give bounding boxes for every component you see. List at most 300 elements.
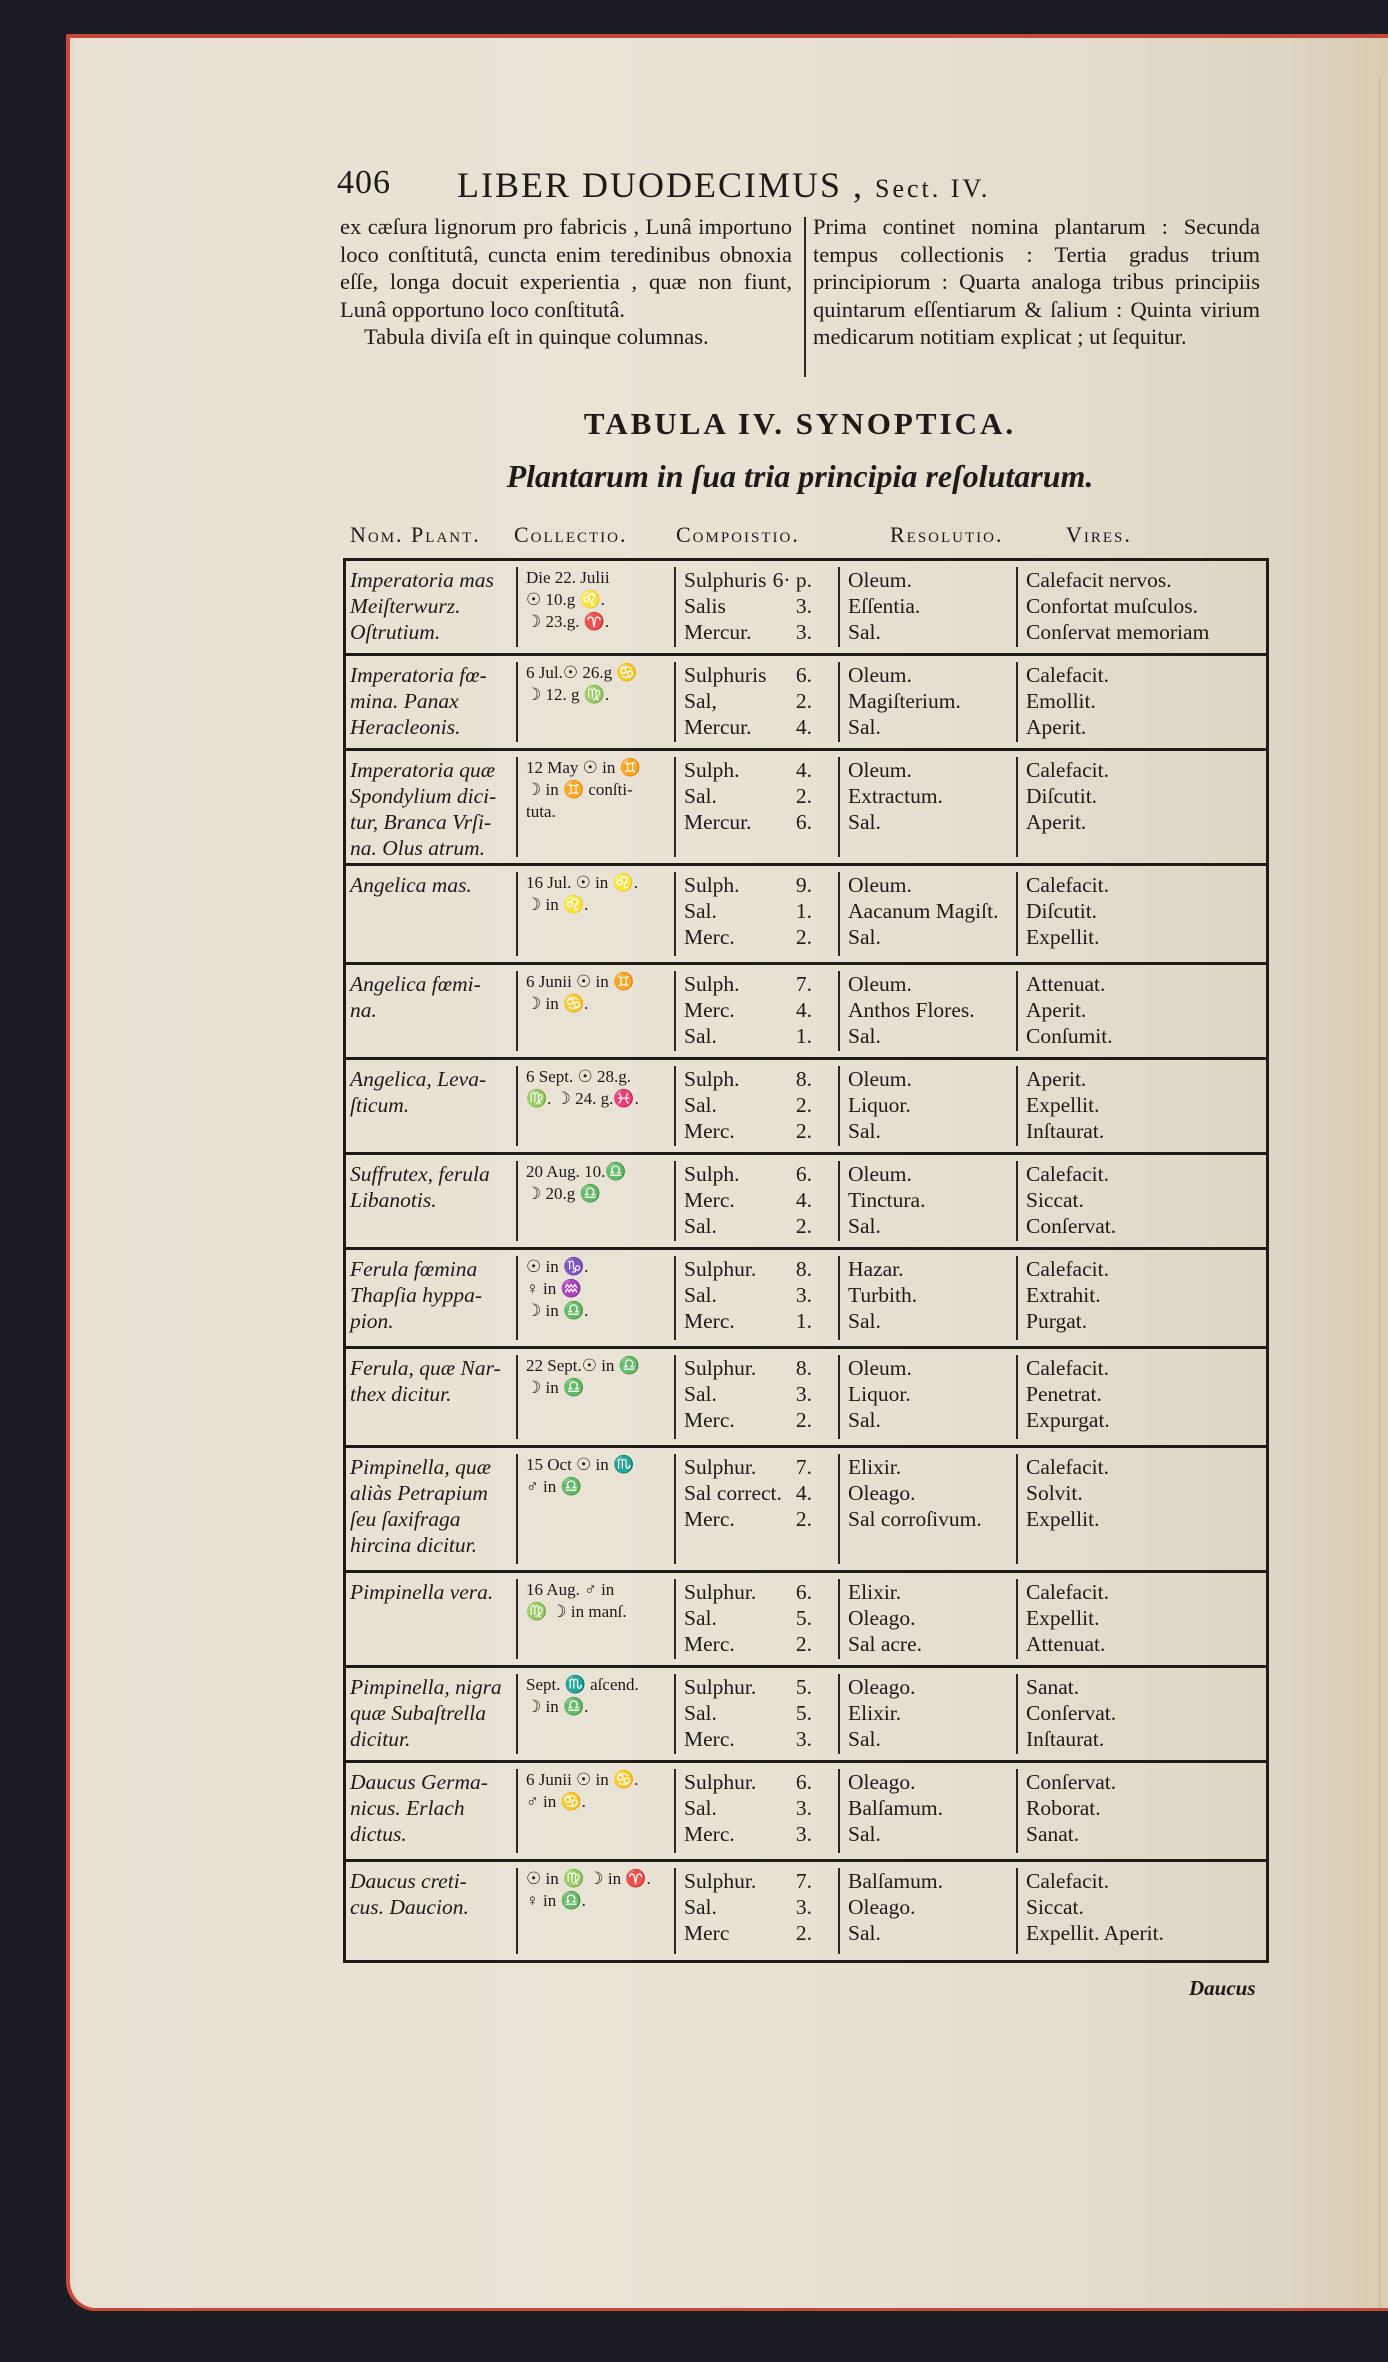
catchword: Daucus [1189, 1976, 1256, 2000]
plant-name-cell-line: nicus. Erlach [350, 1796, 465, 1820]
principle-line [684, 898, 812, 924]
vires-cell-line: Diſcutit. [1026, 784, 1098, 808]
table-row [346, 1057, 1266, 1152]
principle-degree: 3. [795, 594, 812, 618]
table-row [346, 653, 1266, 748]
principle-line [684, 1920, 812, 1946]
plant-name-cell [350, 1868, 520, 1954]
principle-name: Merc. [684, 1119, 735, 1143]
principle-degree: 4. [795, 715, 812, 739]
header-section: Sect. IV. [875, 174, 991, 203]
principle-name: Merc. [684, 1822, 735, 1846]
compositio-cell [674, 1355, 834, 1439]
principle-name: Sal. [684, 1093, 717, 1117]
principle-degree: 2. [795, 689, 812, 713]
column-header-compositio: Compoistio. [676, 522, 800, 547]
plant-name-cell-line: Meiſterwurz. [350, 594, 461, 618]
plant-name-cell [350, 662, 520, 742]
collectio-cell-line: ☽ in ♌. [526, 895, 589, 914]
table-row [346, 1152, 1266, 1247]
resolutio-cell [838, 1579, 1018, 1659]
plant-name-cell-line: Imperatoria mas [350, 568, 494, 592]
resolutio-cell-line: Magiſterium. [848, 689, 961, 713]
plant-name-cell-line: thex dicitur. [350, 1382, 452, 1406]
principle-degree: 6. [795, 663, 812, 687]
compositio-cell [674, 1769, 834, 1853]
collectio-cell-line: ♂ in ♎ [526, 1477, 582, 1496]
plant-name-cell [350, 1579, 520, 1659]
resolutio-cell-line: Oleum. [848, 568, 912, 592]
principle-name: Sal. [684, 1796, 717, 1820]
plant-name-cell-line: na. Olus atrum. [350, 836, 485, 860]
resolutio-cell [838, 971, 1018, 1051]
principle-degree: 3. [795, 1895, 812, 1919]
principle-name: Sal. [684, 1701, 717, 1725]
vires-cell [1016, 971, 1272, 1051]
collectio-cell-line: ☽ 23.g. ♈. [526, 612, 610, 631]
principle-name: Merc. [684, 1408, 735, 1432]
vires-cell [1016, 1066, 1272, 1146]
resolutio-cell-line: Oleago. [848, 1895, 916, 1919]
vires-cell [1016, 1579, 1272, 1659]
compositio-cell [674, 971, 834, 1051]
table-row [346, 962, 1266, 1057]
principle-name: Salis [684, 594, 726, 618]
principle-name: Sulphur. [684, 1869, 757, 1893]
collectio-cell-line: 6 Jul.☉ 26.g ♋ [526, 663, 638, 682]
vires-cell [1016, 1674, 1272, 1754]
collectio-cell [516, 1674, 676, 1754]
resolutio-cell-line: Sal corroſivum. [848, 1507, 982, 1531]
vires-cell [1016, 1161, 1272, 1241]
principle-name: Sulph. [684, 758, 740, 782]
vires-cell-line: Expellit. [1026, 1606, 1100, 1630]
principle-degree: 3. [795, 1283, 812, 1307]
vires-cell-line: Conſervat. [1026, 1214, 1117, 1238]
principle-name: Mercur. [684, 810, 752, 834]
principle-degree: 5. [795, 1701, 812, 1725]
plant-name-cell-line: Imperatoria fœ- [350, 663, 487, 687]
vires-cell [1016, 872, 1272, 956]
principle-degree: 1. [795, 899, 812, 923]
plant-name-cell [350, 757, 520, 860]
principle-name: Sal. [684, 1283, 717, 1307]
principle-degree: 1. [795, 1309, 812, 1333]
page-number: 406 [337, 164, 391, 201]
principle-degree: 2. [795, 784, 812, 808]
resolutio-cell-line: Oleum. [848, 873, 912, 897]
collectio-cell [516, 1066, 676, 1146]
vires-cell [1016, 567, 1272, 647]
principle-degree: 8. [795, 1257, 812, 1281]
compositio-cell [674, 567, 834, 647]
plant-name-cell-line: na. [350, 998, 377, 1022]
plant-name-cell [350, 1454, 520, 1564]
vires-cell-line: Penetrat. [1026, 1382, 1102, 1406]
principle-degree: 4. [795, 1481, 812, 1505]
principle-line [684, 997, 812, 1023]
vires-cell-line: Confortat muſculos. [1026, 594, 1198, 618]
principle-line [684, 662, 812, 688]
principle-degree: 8. [795, 1356, 812, 1380]
collectio-cell [516, 757, 676, 857]
resolutio-cell [838, 1066, 1018, 1146]
principle-line [684, 872, 812, 898]
principle-degree: 2. [795, 1921, 812, 1945]
principle-line [684, 1579, 812, 1605]
collectio-cell [516, 1769, 676, 1853]
principle-line [684, 1868, 812, 1894]
principle-name: Sal, [684, 689, 717, 713]
vires-cell-line: Calefacit. [1026, 1455, 1109, 1479]
principle-name: Sulphur. [684, 1675, 757, 1699]
plant-name-cell-line: Angelica mas. [350, 873, 472, 897]
table-row [346, 1665, 1266, 1760]
resolutio-cell-line: Balſamum. [848, 1869, 943, 1893]
collectio-cell-line: ☉ in ♍ ☽ in ♈. [526, 1869, 651, 1888]
resolutio-cell-line: Sal. [848, 1921, 881, 1945]
vires-cell-line: Siccat. [1026, 1895, 1084, 1919]
vires-cell-line: Calefacit. [1026, 1869, 1109, 1893]
synoptic-table [343, 558, 1269, 1963]
resolutio-cell-line: Sal. [848, 715, 881, 739]
resolutio-cell [838, 1355, 1018, 1439]
table-row [346, 1346, 1266, 1445]
resolutio-cell [838, 872, 1018, 956]
principle-degree: 2. [795, 1632, 812, 1656]
compositio-cell [674, 1256, 834, 1340]
collectio-cell [516, 1579, 676, 1659]
vires-cell-line: Emollit. [1026, 689, 1096, 713]
resolutio-cell-line: Oleago. [848, 1481, 916, 1505]
plant-name-cell-line: aliàs Petrapium [350, 1481, 488, 1505]
principle-line [684, 809, 812, 835]
collectio-cell [516, 971, 676, 1051]
vires-cell [1016, 1355, 1272, 1439]
vires-cell-line: Calefacit nervos. [1026, 568, 1172, 592]
collectio-cell [516, 1256, 676, 1340]
vires-cell-line: Inſtaurat. [1026, 1727, 1105, 1751]
column-divider [804, 217, 806, 377]
principle-line [684, 1381, 812, 1407]
principle-degree: 7. [795, 1869, 812, 1893]
vires-cell-line: Aperit. [1026, 715, 1087, 739]
resolutio-cell-line: Turbith. [848, 1283, 918, 1307]
vires-cell-line: Extrahit. [1026, 1283, 1101, 1307]
principle-name: Mercur. [684, 715, 752, 739]
principle-line [684, 1605, 812, 1631]
principle-line [684, 1161, 812, 1187]
principle-name: Sal. [684, 1024, 717, 1048]
principle-degree: 8. [795, 1067, 812, 1091]
collectio-cell-line: ☽ in ♎. [526, 1301, 589, 1320]
resolutio-cell-line: Aacanum Magiſt. [848, 899, 999, 923]
resolutio-cell-line: Oleum. [848, 1067, 912, 1091]
vires-cell-line: Calefacit. [1026, 663, 1109, 687]
principle-degree: 6. [795, 1580, 812, 1604]
intro-right-column: Prima continet nomina plantarum : Secunda tempus collectionis : Tertia gradus trium principiorum : Quarta analoga tribus principiis quintarum eſſentiarum & ſalium : Quinta virium medicarum notitiam explicat ; ut ſequitur. [813, 214, 1260, 349]
resolutio-cell-line: Oleum. [848, 972, 912, 996]
plant-name-cell-line: Heracleonis. [350, 715, 461, 739]
principle-degree: 7. [795, 972, 812, 996]
plant-name-cell [350, 971, 520, 1051]
resolutio-cell-line: Oleum. [848, 1356, 912, 1380]
collectio-cell-line: 15 Oct ☉ in ♏ [526, 1455, 635, 1474]
collectio-cell-line: ☽ in ♎ [526, 1378, 585, 1397]
principle-degree: 9. [795, 873, 812, 897]
principle-line [684, 1506, 812, 1532]
intro-text [340, 213, 1260, 383]
vires-cell-line: Diſcutit. [1026, 899, 1098, 923]
vires-cell-line: Calefacit. [1026, 1162, 1109, 1186]
principle-line [684, 1480, 812, 1506]
resolutio-cell-line: Oleago. [848, 1770, 916, 1794]
plant-name-cell [350, 1355, 520, 1439]
plant-name-cell-line: Libanotis. [350, 1188, 437, 1212]
principle-name: Sulphuris [684, 568, 767, 592]
principle-name: Merc. [684, 1632, 735, 1656]
collectio-cell [516, 662, 676, 742]
vires-cell-line: Solvit. [1026, 1481, 1083, 1505]
principle-line [684, 1118, 812, 1144]
collectio-cell-line: 22 Sept.☉ in ♎ [526, 1356, 640, 1375]
column-header-collectio: Collectio. [514, 522, 628, 547]
principle-degree: 2. [795, 925, 812, 949]
principle-name: Sulph. [684, 972, 740, 996]
collectio-cell-line: Sept. ♏ aſcend. [526, 1675, 639, 1694]
plant-name-cell-line: Angelica, Leva- [350, 1067, 487, 1091]
principle-line [684, 1631, 812, 1657]
principle-line [684, 688, 812, 714]
principle-line [684, 1282, 812, 1308]
vires-cell-line: Conſervat memoriam [1026, 620, 1210, 644]
principle-name: Sulphur. [684, 1455, 757, 1479]
plant-name-cell-line: dictus. [350, 1822, 407, 1846]
resolutio-cell-line: Oleum. [848, 663, 912, 687]
table-row [346, 558, 1266, 653]
principle-line [684, 619, 812, 645]
principle-degree: 3. [795, 620, 812, 644]
plant-name-cell-line: Pimpinella vera. [350, 1580, 494, 1604]
plant-name-cell [350, 872, 520, 956]
vires-cell-line: Sanat. [1026, 1822, 1080, 1846]
principle-name: Sal. [684, 1382, 717, 1406]
compositio-cell [674, 1674, 834, 1754]
collectio-cell-line: ☽ 12. g ♍. [526, 685, 610, 704]
principle-line [684, 567, 812, 593]
table-column-headers [350, 522, 1270, 552]
plant-name-cell-line: Pimpinella, quæ [350, 1455, 491, 1479]
column-header-resolutio: Resolutio. [890, 522, 1004, 547]
principle-degree: 6. [795, 1162, 812, 1186]
collectio-cell-line: 16 Aug. ♂ in [526, 1580, 615, 1599]
principle-degree: 6. [795, 810, 812, 834]
resolutio-cell-line: Tinctura. [848, 1188, 926, 1212]
plant-name-cell-line: mina. Panax [350, 689, 459, 713]
principle-degree: 3. [795, 1822, 812, 1846]
resolutio-cell-line: Hazar. [848, 1257, 904, 1281]
column-header-vires: Vires. [1066, 522, 1132, 547]
vires-cell-line: Attenuat. [1026, 972, 1106, 996]
principle-name: Sulph. [684, 1067, 740, 1091]
principle-name: Sal. [684, 899, 717, 923]
table-row [346, 1859, 1266, 1960]
collectio-cell [516, 1161, 676, 1241]
resolutio-cell-line: Sal. [848, 1119, 881, 1143]
collectio-cell-line: ☽ 20.g ♎ [526, 1184, 601, 1203]
plant-name-cell-line: Ferula, quæ Nar- [350, 1356, 501, 1380]
collectio-cell-line: 6 Junii ☉ in ♋. [526, 1770, 639, 1789]
resolutio-cell [838, 1256, 1018, 1340]
principle-degree: 4. [795, 1188, 812, 1212]
principle-line [684, 1894, 812, 1920]
collectio-cell-line: 6 Junii ☉ in ♊ [526, 972, 635, 991]
table-row [346, 748, 1266, 863]
principle-name: Merc. [684, 1309, 735, 1333]
collectio-cell [516, 567, 676, 647]
resolutio-cell-line: Eſſentia. [848, 594, 921, 618]
principle-line [684, 1769, 812, 1795]
collectio-cell-line: ♍ ☽ in manſ. [526, 1602, 627, 1621]
principle-name: Sulph. [684, 1162, 740, 1186]
resolutio-cell-line: Sal. [848, 1408, 881, 1432]
principle-line [684, 1213, 812, 1239]
vires-cell [1016, 1769, 1272, 1853]
plant-name-cell-line: ſticum. [350, 1093, 410, 1117]
collectio-cell-line: 12 May ☉ in ♊ [526, 758, 641, 777]
vires-cell-line: Siccat. [1026, 1188, 1084, 1212]
resolutio-cell [838, 757, 1018, 857]
resolutio-cell-line: Oleum. [848, 758, 912, 782]
principle-line [684, 924, 812, 950]
resolutio-cell-line: Liquor. [848, 1382, 911, 1406]
plant-name-cell [350, 1769, 520, 1853]
table-row [346, 1445, 1266, 1570]
principle-name: Sulphuris [684, 663, 767, 687]
vires-cell-line: Calefacit. [1026, 1257, 1109, 1281]
resolutio-cell-line: Sal. [848, 620, 881, 644]
principle-degree: 2. [795, 1408, 812, 1432]
principle-line [684, 1726, 812, 1752]
plant-name-cell-line: hircina dicitur. [350, 1533, 478, 1557]
principle-name: Sulphur. [684, 1356, 757, 1380]
principle-name: Merc [684, 1921, 730, 1945]
header-title [457, 164, 990, 206]
plant-name-cell [350, 1256, 520, 1340]
plant-name-cell-line: ſeu ſaxifraga [350, 1507, 461, 1531]
collectio-cell-line: tuta. [526, 802, 556, 821]
resolutio-cell [838, 1161, 1018, 1241]
vires-cell-line: Sanat. [1026, 1675, 1080, 1699]
intro-left-last-paragraph: Tabula diviſa eſt in quinque columnas. [364, 324, 709, 349]
principle-degree: 6· p. [772, 568, 812, 592]
resolutio-cell-line: Elixir. [848, 1580, 902, 1604]
plant-name-cell-line: Suffrutex, ferula [350, 1162, 490, 1186]
resolutio-cell-line: Extractum. [848, 784, 943, 808]
principle-degree: 2. [795, 1093, 812, 1117]
vires-cell-line: Purgat. [1026, 1309, 1088, 1333]
collectio-cell [516, 1355, 676, 1439]
resolutio-cell-line: Sal. [848, 1309, 881, 1333]
resolutio-cell-line: Elixir. [848, 1701, 902, 1725]
collectio-cell [516, 872, 676, 956]
principle-name: Merc. [684, 1727, 735, 1751]
plant-name-cell [350, 567, 520, 647]
vires-cell-line: Expellit. [1026, 925, 1100, 949]
collectio-cell-line: ♍. ☽ 24. g.♓. [526, 1089, 639, 1108]
principle-name: Sal. [684, 1606, 717, 1630]
compositio-cell [674, 1579, 834, 1659]
vires-cell-line: Conſervat. [1026, 1770, 1117, 1794]
vires-cell-line: Expellit. [1026, 1507, 1100, 1531]
table-row [346, 863, 1266, 962]
principle-line [684, 1821, 812, 1847]
intro-left-column [340, 213, 792, 351]
resolutio-cell [838, 1769, 1018, 1853]
vires-cell-line: Aperit. [1026, 1067, 1087, 1091]
plant-name-cell-line: dicitur. [350, 1727, 411, 1751]
table-title: TABULA IV. SYNOPTICA. [583, 406, 1017, 441]
principle-degree: 1. [795, 1024, 812, 1048]
resolutio-cell-line: Sal acre. [848, 1632, 923, 1656]
next-page-edge [1379, 78, 1388, 2308]
table-row [346, 1570, 1266, 1665]
principle-line [684, 1256, 812, 1282]
vires-cell [1016, 757, 1272, 857]
collectio-cell-line: ♀ in ♒ [526, 1279, 582, 1298]
compositio-cell [674, 1454, 834, 1564]
plant-name-cell [350, 1066, 520, 1146]
principle-line [684, 1092, 812, 1118]
resolutio-cell [838, 567, 1018, 647]
table-row [346, 1760, 1266, 1859]
plant-name-cell-line: Pimpinella, nigra [350, 1675, 502, 1699]
principle-line [684, 1355, 812, 1381]
vires-cell-line: Inſtaurat. [1026, 1119, 1105, 1143]
principle-degree: 3. [795, 1382, 812, 1406]
collectio-cell-line: ☉ 10.g ♌. [526, 590, 605, 609]
vires-cell-line: Calefacit. [1026, 1356, 1109, 1380]
principle-line [684, 1795, 812, 1821]
resolutio-cell-line: Oleago. [848, 1675, 916, 1699]
principle-line [684, 1700, 812, 1726]
principle-name: Merc. [684, 1188, 735, 1212]
principle-degree: 2. [795, 1214, 812, 1238]
plant-name-cell-line: Spondylium dici- [350, 784, 497, 808]
vires-cell-line: Expellit. Aperit. [1026, 1921, 1164, 1945]
principle-line [684, 1407, 812, 1433]
principle-degree: 5. [795, 1606, 812, 1630]
principle-line [684, 593, 812, 619]
collectio-cell-line: ♀ in ♎. [526, 1891, 586, 1910]
principle-degree: 3. [795, 1727, 812, 1751]
resolutio-cell-line: Oleum. [848, 1162, 912, 1186]
collectio-cell-line: ♂ in ♋. [526, 1792, 586, 1811]
principle-line [684, 971, 812, 997]
resolutio-cell [838, 1454, 1018, 1564]
principle-line [684, 1066, 812, 1092]
resolutio-cell-line: Sal. [848, 1024, 881, 1048]
collectio-cell [516, 1454, 676, 1564]
principle-degree: 4. [795, 758, 812, 782]
compositio-cell [674, 872, 834, 956]
resolutio-cell-line: Oleago. [848, 1606, 916, 1630]
principle-name: Mercur. [684, 620, 752, 644]
intro-left-paragraph: ex cæſura lignorum pro fabricis , Lunâ importuno loco conſtitutâ, cuncta enim teredinibus obnoxia eſſe, longa docuit experientia , quæ non fiunt, Lunâ opportuno loco conſtitutâ. [340, 214, 792, 322]
principle-line [684, 783, 812, 809]
resolutio-cell-line: Sal. [848, 925, 881, 949]
vires-cell-line: Roborat. [1026, 1796, 1101, 1820]
